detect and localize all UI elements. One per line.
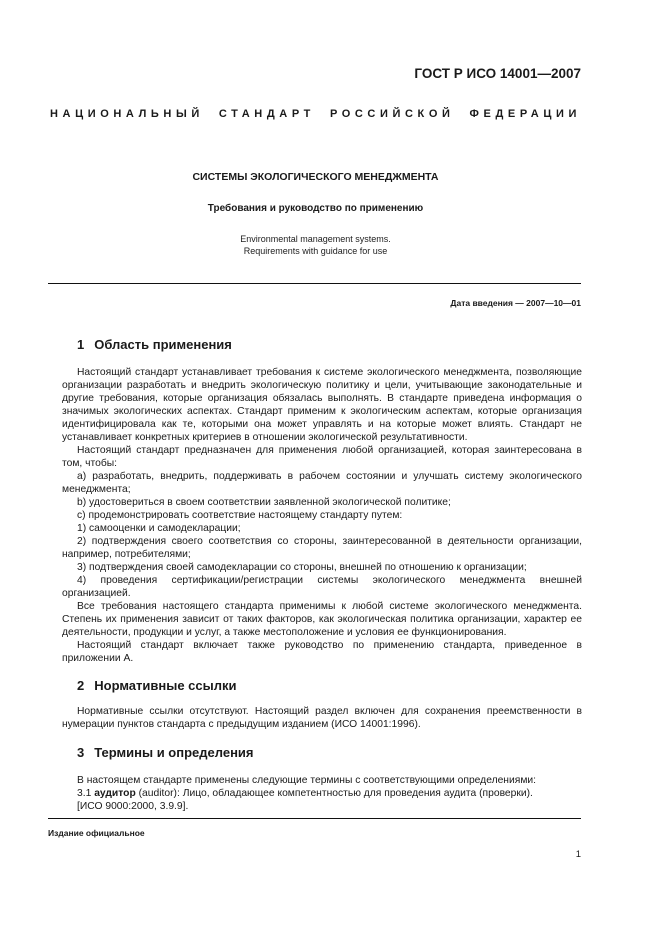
paragraph: Все требования настоящего стандарта применимы к любой системе экологического менеджмента. Степень их применения зависит от таких факторов, как экологическая политика организации, характер ее деятельности, продукции и услуг, а также местоположение и условия ее функционирования. xyxy=(62,601,582,638)
section-1-heading xyxy=(77,337,232,352)
national-standard-banner xyxy=(50,108,581,120)
paragraph: В настоящем стандарте применены следующие термины с соответствующими определениями: xyxy=(77,775,537,786)
term-definition xyxy=(62,787,582,800)
list-item: с) продемонстрировать соответствие настоящему стандарту путем: xyxy=(77,510,403,521)
banner-word: ФЕДЕРАЦИИ xyxy=(469,108,581,120)
term-number: 3.1 xyxy=(77,788,92,799)
list-item: 4) проведения сертификации/регистрации системы экологического менеджмента внешней организацией. xyxy=(62,575,582,599)
title-divider xyxy=(48,283,581,284)
section-title: Область применения xyxy=(94,337,232,352)
section-title: Термины и определения xyxy=(94,745,254,760)
section-3-heading xyxy=(77,745,254,760)
section-2-heading xyxy=(77,678,236,693)
list-item: 3) подтверждения своей самодекларации со стороны, внешней по отношению к организации; xyxy=(77,562,527,573)
footer-divider xyxy=(48,818,581,819)
english-title xyxy=(50,233,581,257)
section-1-body xyxy=(62,366,582,665)
document-number: ГОСТ Р ИСО 14001—2007 xyxy=(414,66,581,81)
section-number: 2 xyxy=(77,678,85,693)
english-title-line: Requirements with guidance for use xyxy=(243,246,388,256)
list-item: 2) подтверждения своего соответствия со стороны, заинтересованной в деятельности организации, например, потребителями; xyxy=(62,536,582,560)
banner-word: НАЦИОНАЛЬНЫЙ xyxy=(50,108,204,120)
section-number: 3 xyxy=(77,745,85,760)
page-number: 1 xyxy=(575,849,581,860)
banner-word: СТАНДАРТ xyxy=(218,108,315,120)
banner-word: РОССИЙСКОЙ xyxy=(329,108,455,120)
term: аудитор xyxy=(94,788,136,799)
term-reference: [ИСО 9000:2000, 3.9.9]. xyxy=(77,801,189,812)
introduction-date: Дата введения — 2007—10—01 xyxy=(450,298,581,308)
section-title: Нормативные ссылки xyxy=(94,678,237,693)
section-3-body xyxy=(62,774,582,813)
official-edition-label: Издание официальное xyxy=(48,828,145,838)
list-item: 1) самооценки и самодекларации; xyxy=(77,523,241,534)
list-item: а) разработать, внедрить, поддерживать в рабочем состоянии и улучшать систему экологического менеджмента; xyxy=(62,471,582,495)
paragraph: Настоящий стандарт предназначен для применения любой организацией, которая заинтересована в том, чтобы: xyxy=(62,445,582,469)
section-2-body xyxy=(62,705,582,731)
list-item: b) удостовериться в своем соответствии заявленной экологической политике; xyxy=(77,497,451,508)
document-title: СИСТЕМЫ ЭКОЛОГИЧЕСКОГО МЕНЕДЖМЕНТА xyxy=(192,171,439,183)
term-definition-text: (auditor): Лицо, обладающее компетентностью для проведения аудита (проверки). xyxy=(135,788,533,799)
paragraph: Настоящий стандарт включает также руководство по применению стандарта, приведенное в приложении А. xyxy=(62,640,582,664)
paragraph: Нормативные ссылки отсутствуют. Настоящий раздел включен для сохранения преемственности в нумерации пунктов стандарта с предыдущим изданием (ИСО 14001:1996). xyxy=(62,706,582,730)
section-number: 1 xyxy=(77,337,85,352)
paragraph: Настоящий стандарт устанавливает требования к системе экологического менеджмента, позволяющие организации разработать и внедрить экологическую политику и цели, учитывающие законодательные и другие требования, которые организация обязалась выполнять. В стандарте приведена информация о значимых экологических аспектах. Стандарт применим к экологическим аспектам, которые организация идентифицировала как те, которыми она может управлять и на которые может влиять. Стандарт не устанавливает конкретных критериев в отношении экологической результативности. xyxy=(62,367,582,443)
english-title-line: Environmental management systems. xyxy=(240,234,391,244)
document-subtitle: Требования и руководство по применению xyxy=(207,203,424,214)
